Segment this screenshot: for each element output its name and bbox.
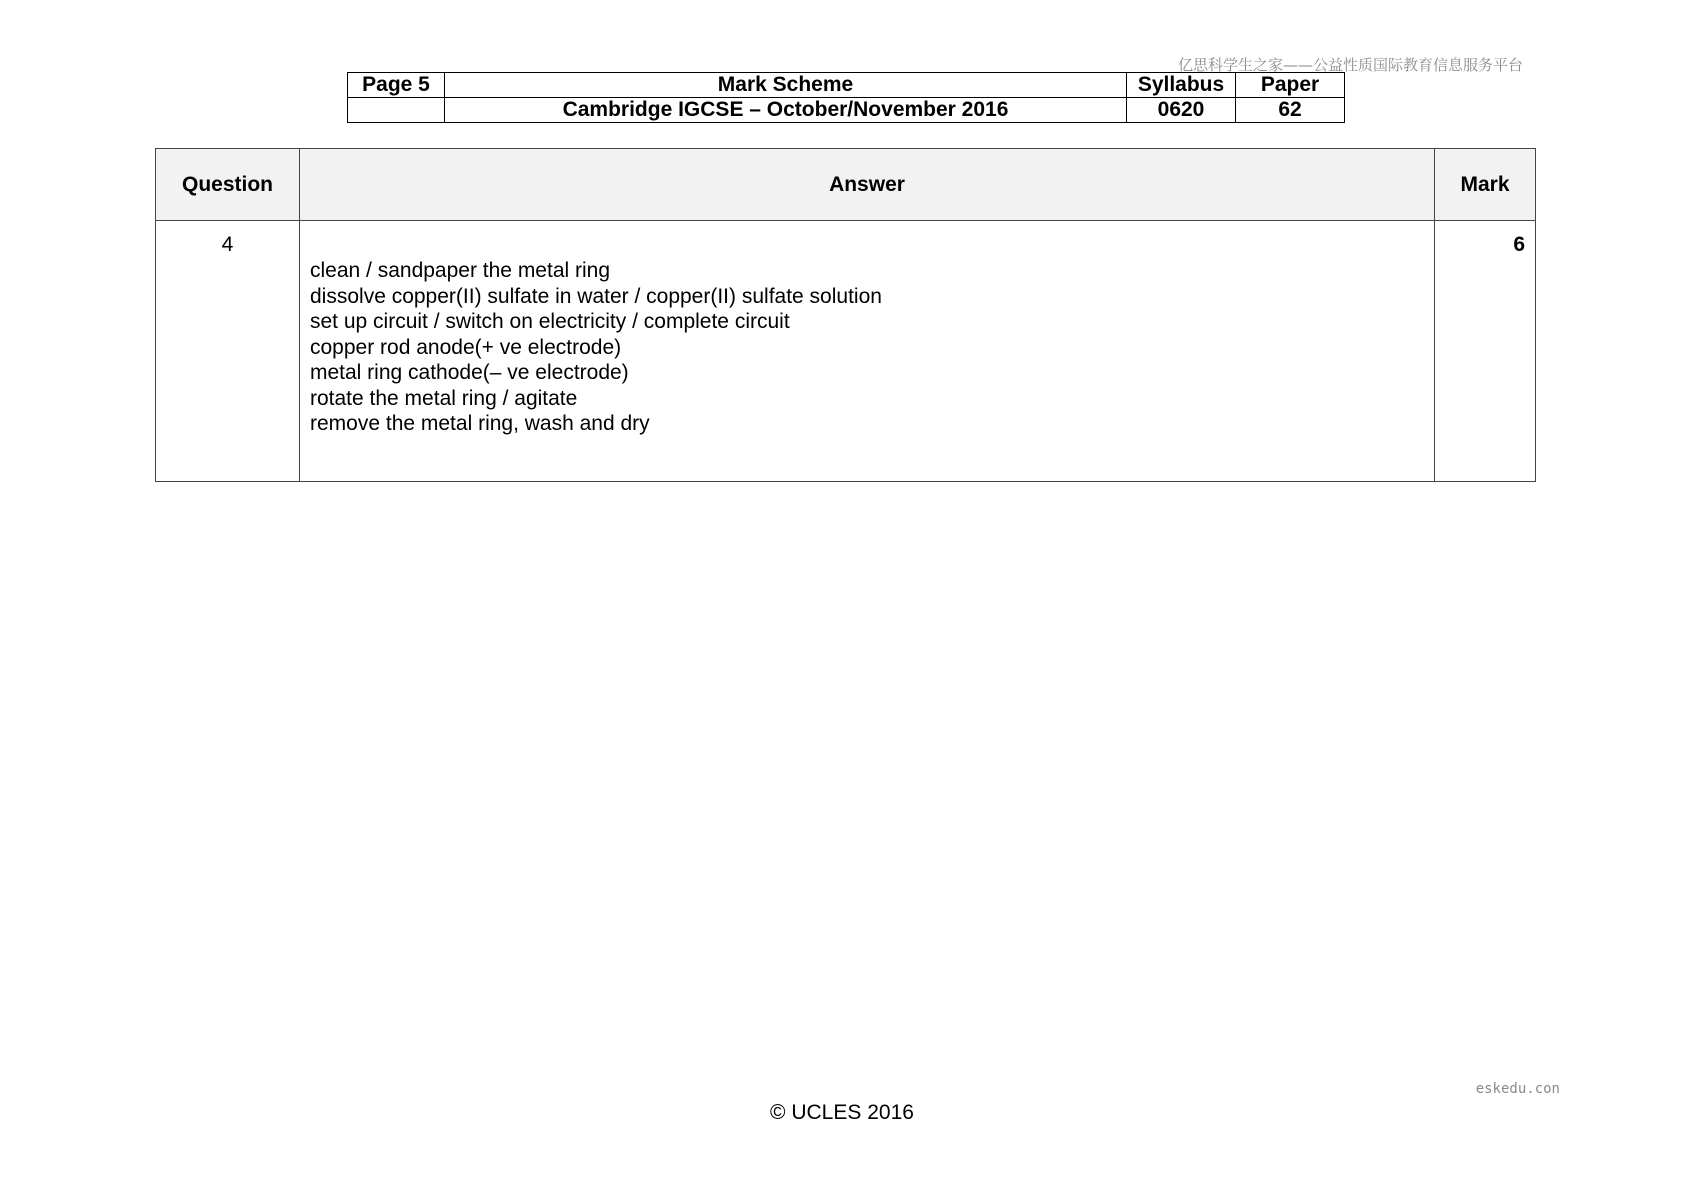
header-row-1	[348, 73, 1345, 98]
mark-scheme-table	[155, 148, 1536, 482]
answer-line: dissolve copper(II) sulfate in water / copper(II) sulfate solution	[310, 284, 882, 308]
syllabus-label: Syllabus	[1127, 73, 1236, 98]
header-table	[347, 72, 1345, 123]
answer-line: clean / sandpaper the metal ring	[310, 259, 611, 282]
footer-copyright: © UCLES 2016	[770, 1101, 914, 1124]
mark-value: 6	[1435, 221, 1536, 482]
header-row-2	[348, 98, 1345, 123]
answer-line: copper rod anode(+ ve electrode)	[310, 335, 622, 359]
table-header-row	[156, 149, 1536, 221]
table-row	[156, 221, 1536, 482]
header-blank-cell	[348, 98, 445, 123]
page-number: Page 5	[348, 73, 445, 98]
watermark-bottom-text: eskedu.con	[1475, 1081, 1560, 1097]
answer-line: remove the metal ring, wash and dry	[310, 412, 650, 435]
paper-value: 62	[1236, 98, 1345, 123]
document-title: Mark Scheme	[445, 73, 1127, 98]
watermark-top-text: 亿思科学生之家——公益性质国际教育信息服务平台	[1178, 56, 1524, 74]
mark-column-header: Mark	[1435, 149, 1536, 221]
answer-line: set up circuit / switch on electricity / complete circuit	[310, 310, 790, 333]
answer-line: rotate the metal ring / agitate	[310, 386, 578, 410]
syllabus-value: 0620	[1127, 98, 1236, 123]
answer-line: metal ring cathode(– ve electrode)	[310, 361, 629, 384]
answer-column-header: Answer	[300, 149, 1435, 221]
document-subtitle: Cambridge IGCSE – October/November 2016	[445, 98, 1127, 123]
question-column-header: Question	[156, 149, 300, 221]
paper-label: Paper	[1236, 73, 1345, 98]
answer-cell	[300, 221, 1435, 482]
question-number: 4	[156, 221, 300, 482]
